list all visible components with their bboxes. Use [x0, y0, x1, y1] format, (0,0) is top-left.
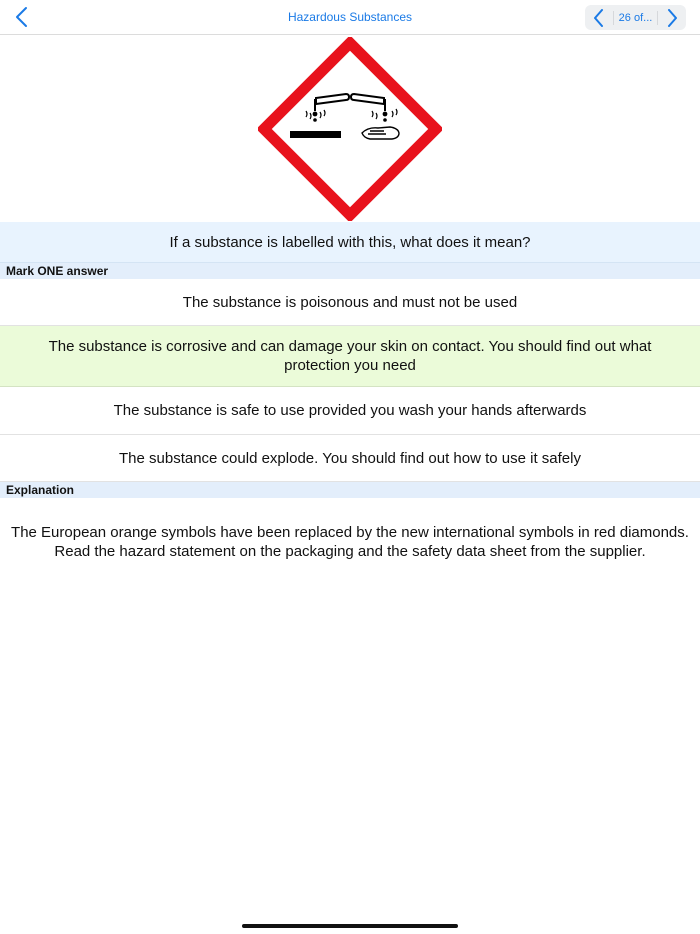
- mark-one-answer-header: Mark ONE answer: [0, 263, 700, 279]
- answer-option-2-correct[interactable]: [0, 326, 700, 387]
- explanation-text: The European orange symbols have been replaced by the new international symbols in red diamonds. Read the hazard statement on the packaging and the safety data sheet from the supplier.: [11, 524, 689, 560]
- answer-option-4[interactable]: [0, 435, 700, 482]
- answer-text: The substance is corrosive and can damage your skin on contact. You should find out what protection you need: [48, 338, 652, 374]
- answer-option-3[interactable]: [0, 387, 700, 435]
- answer-option-1[interactable]: [0, 279, 700, 326]
- question-counter[interactable]: 26 of...: [613, 11, 658, 25]
- answer-text: The substance is poisonous and must not be used: [182, 293, 518, 311]
- page-title: Hazardous Substances: [287, 10, 413, 24]
- navigation-bar: [0, 0, 700, 35]
- previous-question-button[interactable]: [585, 5, 613, 30]
- corrosive-hazard-pictogram: [258, 37, 442, 221]
- chevron-right-icon: [665, 9, 679, 27]
- question-text: If a substance is labelled with this, what does it mean?: [0, 222, 700, 263]
- explanation-header: Explanation: [0, 482, 700, 498]
- answer-text: The substance is safe to use provided you wash your hands afterwards: [113, 402, 587, 419]
- question-pager: [585, 5, 686, 30]
- chevron-left-icon: [592, 9, 606, 27]
- corrosive-icon: [258, 37, 442, 221]
- home-indicator[interactable]: [242, 924, 458, 928]
- answer-text: The substance could explode. You should find out how to use it safely: [119, 449, 581, 467]
- next-question-button[interactable]: [658, 5, 686, 30]
